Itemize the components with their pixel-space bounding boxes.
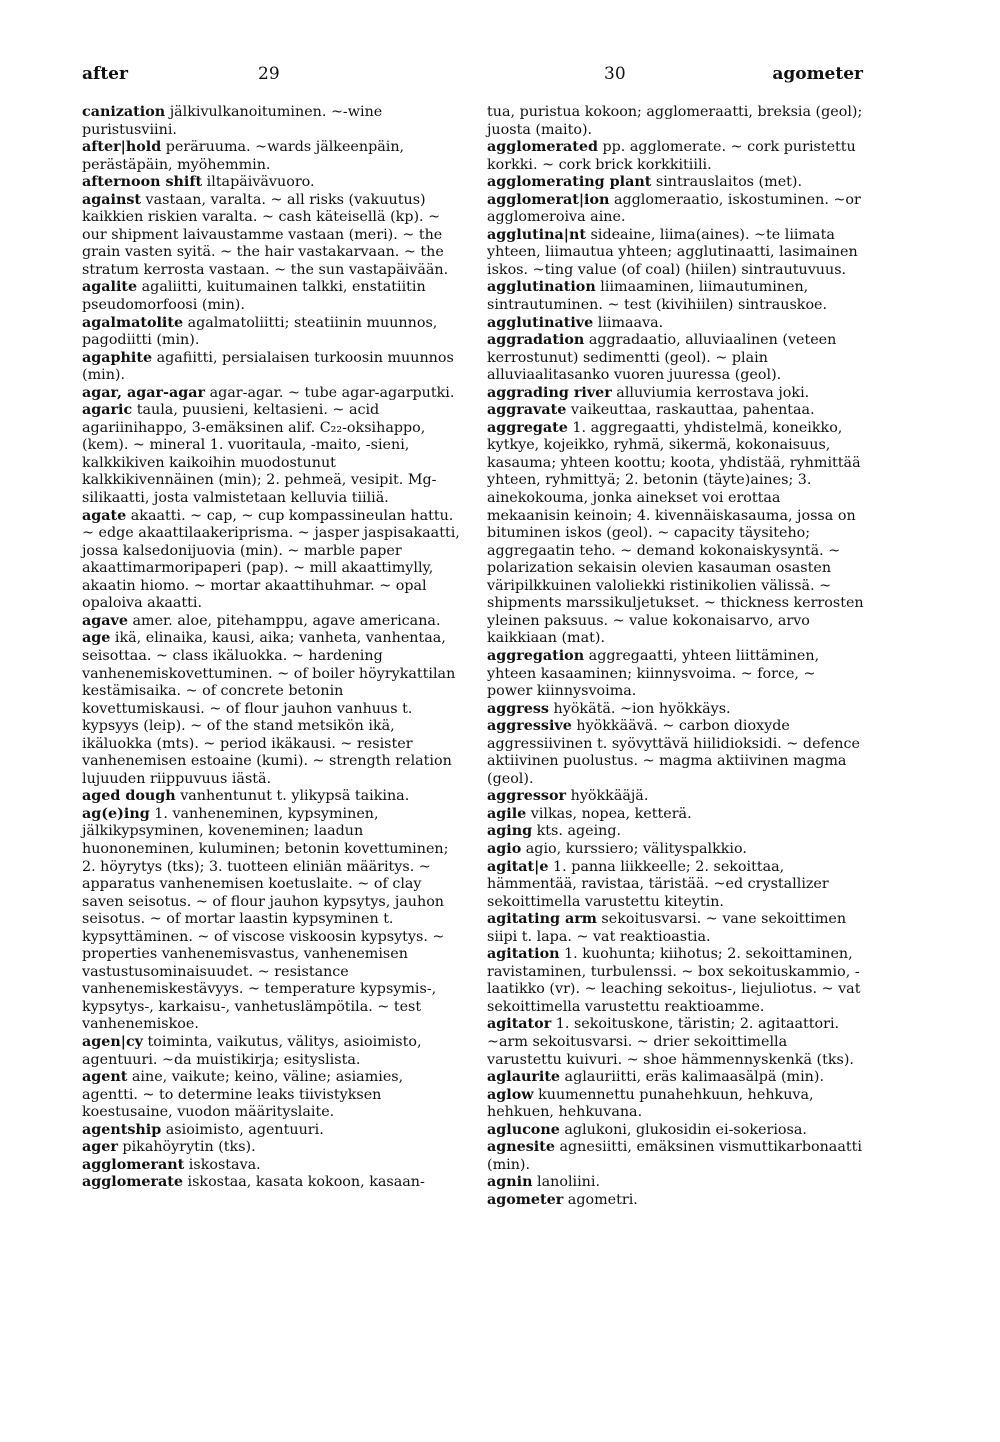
definition: alluviumia kerrostava joki. <box>611 384 810 401</box>
dictionary-entry <box>82 174 460 192</box>
page-number-left: 29 <box>258 64 280 84</box>
headword: aggradation <box>487 332 585 349</box>
headword: agile <box>487 805 527 822</box>
definition: pp. agglomerate. ~ cork puristettu korkki. ~ cork brick korkkitiili. <box>487 139 856 173</box>
headword: agalmatolite <box>82 314 184 331</box>
definition: aine, vaikute; keino, väline; asiamies, agentti. ~ to determine leaks tiivistyksen koestusaine, vuodon määrityslaite. <box>82 1069 404 1121</box>
headword: agaphite <box>82 349 153 366</box>
dictionary-entry <box>487 946 865 1016</box>
dictionary-entry <box>487 911 865 946</box>
headword: agitating arm <box>487 911 597 928</box>
headword: agglutina|nt <box>487 226 586 243</box>
dictionary-entry <box>487 648 865 701</box>
headword: agentship <box>82 1121 162 1138</box>
dictionary-entry <box>487 823 865 841</box>
definition: hyökkäävä. ~ carbon dioxyde aggressiivinen t. syövyttävä hiilidioksidi. ~ defence aktiivinen puolustus. ~ magma aktiivinen magma (geol). <box>487 718 860 787</box>
headword: agen|cy <box>82 1033 143 1050</box>
left-column <box>82 104 460 1192</box>
dictionary-entry <box>487 701 865 719</box>
headword: age <box>82 630 111 647</box>
dictionary-entry <box>82 315 460 350</box>
headword: agnesite <box>487 1139 555 1156</box>
dictionary-entry <box>487 1122 865 1140</box>
definition: kuumennettu punahehkuun, hehkuva, hehkuen, hehkuvana. <box>487 1086 814 1121</box>
dictionary-entry <box>82 613 460 631</box>
dictionary-entry <box>82 192 460 280</box>
definition: hyökätä. ~ion hyökkäys. <box>548 700 731 717</box>
dictionary-entry <box>487 174 865 192</box>
headword: against <box>82 191 142 208</box>
definition: 1. aggregaatti, yhdistelmä, koneikko, kytkye, kojeikko, ryhmä, sikermä, kokonaisuus, kasauma; yhteen koottu; koota, yhdistää, ryhmittää yhteen, ryhmittyä; 2. betonin (täyte)aines; 3. ainekokouma, jonka ainekset voi erottaa mekaanisin keinoin; 4. kivennäiskasauma, jossa on bituminen iskos (geol). ~ capacity täysiteho; aggregaatin teho. ~ demand kokonaiskysyntä. ~ polarization sekaisin olevien kasauman osasten väripilkkuinen valoliekki ristinikolien välissä. ~ shipments marssikuljetukset. ~ thickness kerrosten yleinen paksuus. ~ value kokonaisarvo, arvo kaikkiaan (mat). <box>487 419 864 647</box>
headword: agent <box>82 1069 128 1086</box>
headword: aggressive <box>487 718 572 735</box>
headword: agate <box>82 507 127 524</box>
definition: agglomeraatio, iskostuminen. ~or agglomeroiva aine. <box>487 191 861 226</box>
headword: agar, agar-agar <box>82 384 206 401</box>
definition: vastaan, varalta. ~ all risks (vakuutus) kaikkien riskien varalta. ~ cash käteisellä (kp). ~ our shipment laivaustamme vastaan (meri). ~ the grain vasten syitä. ~ the hair vastakarvaan. ~ the stratum kerrosta vastaan. ~ the sun vastapäivään. <box>82 191 449 278</box>
dictionary-entry <box>82 350 460 385</box>
headword: aggregate <box>487 419 568 436</box>
definition: taula, puusieni, keltasieni. ~ acid agariinihappo, 3-emäksinen alif. C₂₂-oksihappo, (kem). ~ mineral 1. vuoritaula, -maito, -sieni, kalkkikiven kaikoihin muodostunut kalkkikivennäinen (min); 2. pehmeä, vesipit. Mg-silikaatti, josta valmistetaan kelluvia tiiliä. <box>82 402 437 507</box>
dictionary-entry <box>487 859 865 912</box>
headword: aggress <box>487 700 549 717</box>
dictionary-entry <box>487 806 865 824</box>
dictionary-entry <box>487 1139 865 1174</box>
definition: sintrauslaitos (met). <box>651 174 803 191</box>
headword: agaric <box>82 402 133 419</box>
headword: agitator <box>487 1016 552 1033</box>
headword: aged dough <box>82 788 176 805</box>
dictionary-entry <box>82 1122 460 1140</box>
dictionary-entry <box>487 1069 865 1087</box>
definition: ikä, elinaika, kausi, aika; vanheta, vanhentaa, seisottaa. ~ class ikäluokka. ~ hardening vanhenemiskovettuminen. ~ of boiler höyrykattilan kestämisaika. ~ of concrete betonin kovettumiskausi. ~ of flour jauhon vanhuus t. kypsyys (leip). ~ of the stand metsikön ikä, ikäluokka (mts). ~ period ikäkausi. ~ resister vanhenemisen estoaine (kumi). ~ strength relation lujuuden riippuvuus iästä. <box>82 630 456 787</box>
dictionary-entry <box>487 1087 865 1122</box>
definition: 1. kuohunta; kiihotus; 2. sekoittaminen, ravistaminen, turbulenssi. ~ box sekoituskammio, -laatikko (vr). ~ leaching sekoitus-, liejuliotus. ~ vat sekoittimella varustettu reaktioamme. <box>487 946 861 1015</box>
definition: aggregaatti, yhteen liittäminen, yhteen kasaaminen; kiinnysvoima. ~ force, ~ power kiinnysvoima. <box>487 647 820 700</box>
definition: hyökkääjä. <box>566 788 649 805</box>
definition: aglukoni, glukosidin ei-sokeriosa. <box>559 1121 807 1138</box>
dictionary-entry <box>487 420 865 648</box>
dictionary-entry <box>82 1139 460 1157</box>
definition: aggradaatio, alluviaalinen (veteen kerrostunut) sedimentti (geol). ~ plain alluviaalitasanko vuoren juuressa (geol). <box>487 332 837 384</box>
headword: agalite <box>82 279 138 296</box>
dictionary-entry <box>487 1174 865 1192</box>
definition: iltapäivävuoro. <box>202 174 315 191</box>
dictionary-entry <box>487 788 865 806</box>
dictionary-entry <box>82 1157 460 1175</box>
dictionary-entry <box>82 139 460 174</box>
right-column <box>487 104 865 1209</box>
dictionary-entry <box>487 315 865 333</box>
definition: agometri. <box>563 1191 638 1208</box>
headword: agglomerating plant <box>487 174 652 191</box>
headword: after|hold <box>82 139 162 156</box>
headword: agitat|e <box>487 858 549 875</box>
definition: kts. ageing. <box>532 823 622 840</box>
headword: agglomerate <box>82 1174 183 1191</box>
definition: agalmatoliitti; steatiinin muunnos, pagodiitti (min). <box>82 314 438 349</box>
definition: 1. sekoituskone, täristin; 2. agitaattori. ~arm sekoitusvarsi. ~ drier sekoittimella varustettu kuivuri. ~ shoe hämmennyskenkä (tks). <box>487 1016 854 1068</box>
headword: aggravate <box>487 402 567 419</box>
dictionary-entry <box>82 1069 460 1122</box>
dictionary-entry <box>487 718 865 788</box>
definition: lanoliini. <box>532 1174 600 1191</box>
headword: agometer <box>487 1191 564 1208</box>
dictionary-entry <box>82 279 460 314</box>
definition: sekoitusvarsi. ~ vane sekoittimen siipi t. lapa. ~ vat reaktioastia. <box>487 911 847 945</box>
dictionary-entry <box>82 630 460 788</box>
dictionary-entry <box>82 1174 460 1192</box>
headword: aging <box>487 823 533 840</box>
continuation-text: tua, puristua kokoon; agglomeraatti, breksia (geol); juosta (maito). <box>487 104 863 138</box>
headword: agglomerat|ion <box>487 191 610 208</box>
dictionary-entry <box>82 788 460 806</box>
headword: agglomerant <box>82 1156 185 1173</box>
dictionary-entry <box>487 332 865 385</box>
definition: liimaava. <box>593 314 664 331</box>
definition: sideaine, liima(aines). ~te liimata yhteen, liimautua yhteen; agglutinaatti, lasimainen iskos. ~ting value (of coal) (hiilen) sintrautuvuus. <box>487 226 858 278</box>
headword: agglutinative <box>487 314 594 331</box>
headword: aggressor <box>487 788 567 805</box>
running-head-right: agometer <box>772 64 863 84</box>
headword: afternoon shift <box>82 174 203 191</box>
definition: iskostaa, kasata kokoon, kasaan- <box>182 1174 425 1191</box>
headword: agitation <box>487 946 560 963</box>
definition: iskostava. <box>184 1156 261 1173</box>
definition: 1. panna liikkeelle; 2. sekoittaa, hämmentää, ravistaa, täristää. ~ed crystallizer sekoittimella varustettu kiteytin. <box>487 858 829 910</box>
dictionary-entry <box>487 385 865 403</box>
headword: ager <box>82 1139 118 1156</box>
dictionary-entry <box>487 1016 865 1069</box>
dictionary-entry <box>487 841 865 859</box>
headword: aglaurite <box>487 1069 561 1086</box>
page-number-right: 30 <box>604 64 626 84</box>
definition: agafiitti, persialaisen turkoosin muunnos (min). <box>82 349 454 384</box>
headword: agglomerated <box>487 139 598 156</box>
dictionary-entry <box>487 227 865 280</box>
definition: liimaaminen, liimautuminen, sintrautuminen. ~ test (kivihiilen) sintrauskoe. <box>487 279 828 314</box>
definition: agaliitti, kuitumainen talkki, enstatiitin pseudomorfoosi (min). <box>82 279 426 314</box>
dictionary-entry <box>82 385 460 403</box>
definition: aglauriitti, eräs kalimaasälpä (min). <box>560 1069 824 1086</box>
definition: agio, kurssiero; välityspalkkio. <box>521 840 747 857</box>
definition: agnesiitti, emäksinen vismuttikarbonaatti (min). <box>487 1139 862 1173</box>
headword: agio <box>487 840 522 857</box>
definition: vanhentunut t. ylikypsä taikina. <box>175 788 410 805</box>
dictionary-entry <box>487 139 865 174</box>
definition: 1. vanheneminen, kypsyminen, jälkikypsyminen, koveneminen; laadun huononeminen, kuluminen; betonin kovettuminen; 2. höyrytys (tks); 3. tuotteen eliniän määritys. ~ apparatus vanhenemisen koetuslaite. ~ of clay saven seisotus. ~ of flour jauhon kypsytys, jauhon seisotus. ~ of mortar laastin kypsyminen t. kypsyttäminen. ~ of viscose viskoosin kypsytys. ~ properties vanhenemisvastus, vanhenemisen vastustusominaisuudet. ~ resistance vanhenemiskestävyys. ~ temperature kypsymis-, kypsytys-, karkaisu-, vanhetuslämpötila. ~ test vanhenemiskoe. <box>82 805 449 1033</box>
definition: agar-agar. ~ tube agar-agarputki. <box>205 384 455 401</box>
headword: agnin <box>487 1174 533 1191</box>
definition: peräruuma. ~wards jälkeenpäin, perästäpäin, myöhemmin. <box>82 139 405 173</box>
dictionary-entry <box>82 402 460 507</box>
headword: canization <box>82 104 166 120</box>
definition: akaatti. ~ cap, ~ cup kompassineulan hattu. ~ edge akaattilaakeriprisma. ~ jasper jaspisakaatti, jossa kalsedonijuovia (min). ~ marble paper akaattimarmoripaperi (pap). ~ mill akaattimylly, akaatin hiomo. ~ mortar akaattihuhmar. ~ opal opaloiva akaatti. <box>82 507 460 612</box>
headword: ag(e)ing <box>82 805 150 822</box>
definition: vilkas, nopea, ketterä. <box>526 805 692 822</box>
headword: aggrading river <box>487 384 612 401</box>
headword: aglucone <box>487 1121 560 1138</box>
definition: vaikeuttaa, raskauttaa, pahentaa. <box>566 402 815 419</box>
running-head-left: after <box>82 64 128 84</box>
definition: jälkivulkanoituminen. ~-wine puristusviini. <box>82 104 383 138</box>
headword: aglow <box>487 1086 534 1103</box>
dictionary-entry <box>487 279 865 314</box>
dictionary-entry <box>82 1034 460 1069</box>
headword: agglutination <box>487 279 596 296</box>
dictionary-entry <box>82 104 460 139</box>
dictionary-entry <box>82 508 460 613</box>
definition: amer. aloe, pitehamppu, agave americana. <box>127 612 441 629</box>
headword: aggregation <box>487 647 585 664</box>
dictionary-entry <box>487 1192 865 1210</box>
definition: toiminta, vaikutus, välitys, asioimisto, agentuuri. ~da muistikirja; esityslista. <box>82 1033 422 1068</box>
headword: agave <box>82 612 128 629</box>
definition: pikahöyrytin (tks). <box>117 1139 256 1156</box>
dictionary-entry <box>82 806 460 1034</box>
dictionary-entry <box>487 192 865 227</box>
definition: asioimisto, agentuuri. <box>161 1121 324 1138</box>
dictionary-entry <box>487 402 865 420</box>
